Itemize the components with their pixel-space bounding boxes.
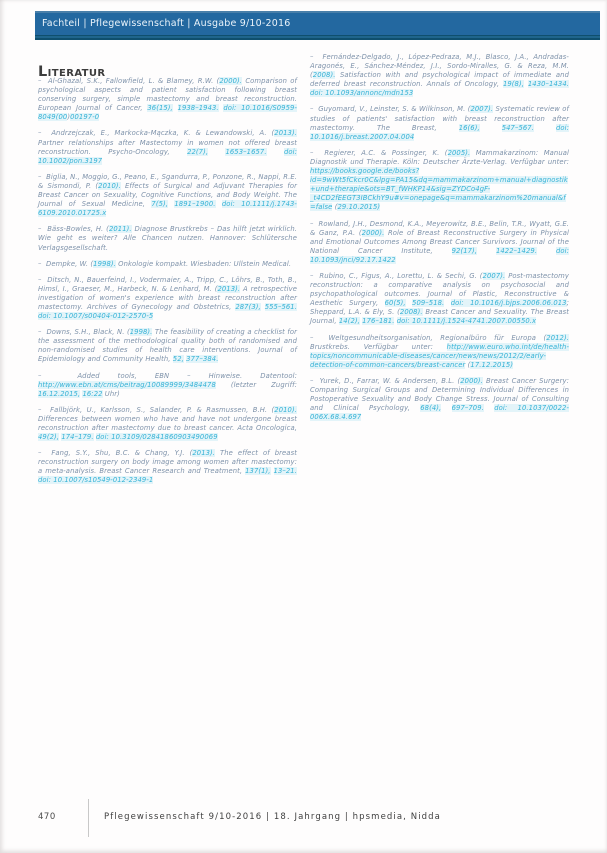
- reference-link-fragment: 2000).: [361, 228, 385, 237]
- reference-link-fragment: doi: 10.1111/j.1524-4741.2007.00550.x: [396, 317, 537, 326]
- literature-column-right: [310, 53, 569, 429]
- reference-item: – Andrzejczak, E., Markocka-Mączka, K. & Lewandowski, A. (2013). Partner relationships after Mastectomy in women not offered breast reconstruction. Psycho-Oncology, 22(7), 1653–1657. doi: 10.1002/pon.3197: [38, 129, 297, 165]
- reference-link-fragment: 2008).: [399, 308, 423, 317]
- reference-link-fragment: 287(3),: [235, 302, 261, 311]
- reference-link-fragment: 2013).: [192, 449, 216, 458]
- reference-link-fragment: 22(7),: [187, 147, 209, 156]
- reference-link-fragment: 2010).: [98, 181, 121, 190]
- reference-link-fragment: 49(2),: [38, 433, 60, 442]
- reference-link-fragment: 00197-0: [70, 113, 100, 122]
- reference-link-fragment: 2008).: [312, 71, 336, 80]
- reference-link-fragment: 60(5),: [384, 299, 406, 308]
- footer-page-number: 470: [38, 812, 56, 822]
- reference-link-fragment: 17.12.2015): [470, 360, 514, 369]
- literature-column-left: [38, 77, 297, 493]
- reference-link-fragment: doi: 10.1093/annonc/mdn153: [310, 89, 414, 98]
- reference-link-fragment: 2013).: [217, 284, 241, 293]
- reference-link-fragment: 1998).: [129, 328, 153, 337]
- reference-link-fragment: http://www.euro.who.int/de/health-topics/noncommunicable-diseases/cancer/news/news/2012/2/early-detection-of-common-cancers/breast-cancer: [310, 342, 569, 369]
- reference-link-fragment: doi: 10.1007/s00404-012-2570-5: [38, 312, 154, 321]
- reference-link-fragment: 2000).: [460, 376, 483, 385]
- reference-link-fragment: doi: 10.3109/02841860903490069: [95, 433, 218, 442]
- reference-item: – Regierer, A.C. & Possinger, K. (2005). Mammakarzinom: Manual Diagnostik und Therapie. Köln: Deutscher Ärzte-Verlag. Verfügbar unter: https://books.google.de/books?id=9wWt5fCkcr0C&lpg=PA15&dq=mammakarzinom+manual+diagnostik+und+therapie&ots=BT_fWHKP14&sig=ZYDCo4gF-_t4CD2fEEGT3IBCkhY9u#v=onepage&q=mammakarzinom%20manual&f=false (29.10.2015): [310, 149, 569, 213]
- reference-link-fragment: doi: 10.1002/pon.3197: [38, 147, 298, 165]
- reference-item: – Biglia, N., Moggio, G., Peano, E., Sgandurra, P., Ponzone, R., Nappi, R.E. & Sismondi, P. (2010). Effects of Surgical and Adjuvant Therapies for Breast Cancer on Sexuality, Cognitive Functions, and Body Weight. The Journal of Sexual Medicine, 7(5), 1891–1900. doi: 10.1111/j.1743-6109.2010.01725.x: [38, 173, 297, 218]
- reference-link-fragment: 68(4),: [420, 404, 442, 413]
- reference-link-fragment: 1998).: [93, 259, 116, 268]
- reference-link-fragment: 2013).: [274, 129, 297, 138]
- footer-divider: [88, 799, 89, 837]
- reference-link-fragment: 2011).: [108, 225, 132, 234]
- reference-link-fragment: 137(1),: [245, 467, 271, 476]
- reference-link-fragment: doi: 10.1037/0022-006X.68.4.697: [310, 404, 569, 422]
- reference-link-fragment: 509–518.: [412, 299, 445, 308]
- reference-link-fragment: 2007).: [470, 105, 494, 114]
- reference-link-fragment: 16(6),: [458, 123, 480, 132]
- reference-link-fragment: 1938–1943.: [177, 104, 219, 113]
- reference-link-fragment: 2012).: [546, 333, 569, 342]
- reference-item: – Rowland, J.H., Desmond, K.A., Meyerowitz, B.E., Belin, T.R., Wyatt, G.E. & Ganz, P.A. (2000). Role of Breast Reconstructive Surgery in Physical and Emotional Outcomes Among Breast Cancer Survivors. Journal of the National Cancer Institute, 92(17), 1422–1429. doi: 10.1093/jnci/92.17.1422: [310, 220, 569, 265]
- reference-link-fragment: 16:22: [82, 389, 103, 398]
- section-title-literatur: Literatur: [38, 63, 106, 80]
- reference-item: – Fernández-Delgado, J., López-Pedraza, M.J., Blasco, J.A., Andradas-Aragonés, E., Sánchez-Méndez, J.I., Sordo-Miralles, G. & Reza, M.M. (2008). Satisfaction with and psychological impact of immediate and deferred breast reconstruction. Annals of Oncology, 19(8), 1430–1434. doi: 10.1093/annonc/mdn153: [310, 53, 569, 98]
- reference-link-fragment: 29.10.2015): [337, 203, 381, 212]
- reference-item: – Al-Ghazal, S.K., Fallowfield, L. & Blamey, R.W. (2000). Comparison of psychological aspects and patient satisfaction following breast conserving surgery, simple mastectomy and breast reconstruction. European Journal of Cancer, 36(15), 1938–1943. doi: 10.1016/S0959-8049(00)00197-0: [38, 77, 297, 122]
- reference-link-fragment: 52,: [172, 355, 184, 364]
- reference-link-fragment: https://books.google.de/books?id=9wWt5fCkcr0C&lpg=PA15&dq=mammakarzinom+manual+diagnostik+und+therapie&ots=BT_fWHKP14&sig=ZYDCo4gF-_t4CD2fEEGT3IBCkhY9u#v=onepage&q=mammakarzinom%20manual&f=false: [310, 167, 568, 212]
- reference-link-fragment: doi: 10.1007/s10549-012-2349-1: [38, 476, 154, 485]
- reference-item: – Rubino, C., Figus, A., Lorettu, L. & Sechi, G. (2007). Post-mastectomy reconstruction: a comparative analysis on psychosocial and psychopathological outcomes. Journal of Plastic, Reconstructive & Aesthetic Surgery, 60(5), 509–518. doi: 10.1016/j.bjps.2006.06.013; Sheppard, L.A. & Ely, S. (2008). Breast Cancer and Sexuality. The Breast Journal, 14(2), 176–181. doi: 10.1111/j.1524-4741.2007.00550.x: [310, 272, 569, 327]
- reference-link-fragment: doi: 10.1016/j.breast.2007.04.004: [310, 123, 569, 141]
- reference-link-fragment: doi: 10.1016/S0959-8049(00: [38, 104, 297, 122]
- reference-link-fragment: doi: 10.1093/jnci/92.17.1422: [310, 246, 570, 264]
- reference-item: – Ditsch, N., Bauerfeind, I., Vodermaier, A., Tripp, C., Löhrs, B., Toth, B., Himsl, I., Graeser, M., Harbeck, N. & Lenhard, M. (2013). A retrospective investigation of women's experience with breast reconstruction after mastectomy. Archives of Gynecology and Obstetrics, 287(3), 555–561. doi: 10.1007/s00404-012-2570-5: [38, 276, 297, 321]
- reference-link-fragment: 16.12.2015,: [38, 389, 81, 398]
- reference-link-fragment: doi: 10.1111/j.1743-6109.2010.01725.x: [38, 200, 297, 218]
- reference-item: – Bäss-Bowles, H. (2011). Diagnose Brustkrebs – Das hilft jetzt wirklich. Wie geht es weiter? Alle Chancen nutzen. Hannover: Schlütersche Verlagsgesellschaft.: [38, 225, 297, 252]
- reference-link-fragment: 2010).: [274, 405, 297, 414]
- reference-link-fragment: 2000).: [219, 77, 243, 85]
- reference-link-fragment: 377–384.: [186, 355, 219, 364]
- reference-link-fragment: 7(5),: [151, 200, 169, 209]
- reference-item: – Guyomard, V., Leinster, S. & Wilkinson, M. (2007). Systematic review of studies of patients' satisfaction with breast reconstruction after mastectomy. The Breast, 16(6), 547–567. doi: 10.1016/j.breast.2007.04.004: [310, 105, 569, 141]
- reference-link-fragment: 19(8),: [502, 80, 524, 89]
- reference-item: – Added tools, EBN – Hinweise. Datentool: http://www.ebn.at/cms/beitrag/10089999/3484478 (letzter Zugriff: 16.12.2015, 16:22 Uhr): [38, 372, 297, 399]
- reference-link-fragment: doi: 10.1016/j.bjps.2006.06.013: [450, 299, 567, 308]
- header-bar-label: Fachteil | Pflegewissenschaft | Ausgabe 9/10-2016: [42, 18, 291, 29]
- reference-link-fragment: 176–181.: [362, 317, 395, 326]
- reference-item: – Fang, S.Y., Shu, B.C. & Chang, Y.J. (2013). The effect of breast reconstruction surgery on body image among women after mastectomy: a meta-analysis. Breast Cancer Research and Treatment, 137(1), 13–21. doi: 10.1007/s10549-012-2349-1: [38, 449, 297, 485]
- reference-item: – Weltgesundheitsorganisation, Regionalbüro für Europa (2012). Brustkrebs. Verfügbar unter: http://www.euro.who.int/de/health-topics/noncommunicable-diseases/cancer/news/news/2012/2/early-detection-of-common-cancers/breast-cancer (17.12.2015): [310, 334, 569, 370]
- reference-link-fragment: 14(2),: [338, 317, 360, 326]
- reference-item: – Yurek, D., Farrar, W. & Andersen, B.L. (2000). Breast Cancer Surgery: Comparing Surgical Groups and Determining Individual Differences in Postoperative Sexuality and Body Change Stress. Journal of Consulting and Clinical Psychology, 68(4), 697–709. doi: 10.1037/0022-006X.68.4.697: [310, 377, 569, 422]
- footer-journal-line: Pflegewissenschaft 9/10-2016 | 18. Jahrgang | hpsmedia, Nidda: [104, 812, 441, 822]
- reference-link-fragment: 2007).: [482, 271, 506, 280]
- reference-link-fragment: 547–567.: [501, 123, 534, 132]
- header-bottom-rules: [35, 35, 600, 40]
- reference-link-fragment: 555–561.: [264, 302, 297, 311]
- reference-link-fragment: 1891–1900.: [174, 200, 216, 209]
- reference-link-fragment: 174–179.: [61, 433, 94, 442]
- reference-item: – Downs, S.H., Black, N. (1998). The feasibility of creating a checklist for the assessment of the methodological quality both of randomised and non-randomised studies of health care interventions. Journal of Epidemiology and Community Health, 52, 377–384.: [38, 328, 297, 364]
- header-bar: [35, 11, 600, 35]
- reference-link-fragment: 1653–1657.: [225, 147, 267, 156]
- reference-link-fragment: 36(15),: [147, 104, 173, 113]
- reference-item: – Dempke, W. (1998). Onkologie kompakt. Wiesbaden: Ullstein Medical.: [38, 260, 297, 269]
- reference-link-fragment: 2005).: [447, 148, 471, 157]
- reference-link-fragment: 1422–1429.: [495, 246, 538, 255]
- reference-item: – Fallbjörk, U., Karlsson, S., Salander, P. & Rasmussen, B.H. (2010). Differences between women who have and have not undergone breast reconstruction after mastectomy due to breast cancer. Acta Oncologica, 49(2), 174–179. doi: 10.3109/02841860903490069: [38, 406, 297, 442]
- reference-link-fragment: 13–21.: [273, 467, 297, 476]
- reference-link-fragment: 92(17),: [451, 246, 478, 255]
- reference-link-fragment: http://www.ebn.at/cms/beitrag/10089999/3484478: [38, 380, 216, 389]
- reference-link-fragment: 697–709.: [451, 404, 484, 413]
- reference-link-fragment: 1430–1434.: [527, 80, 569, 89]
